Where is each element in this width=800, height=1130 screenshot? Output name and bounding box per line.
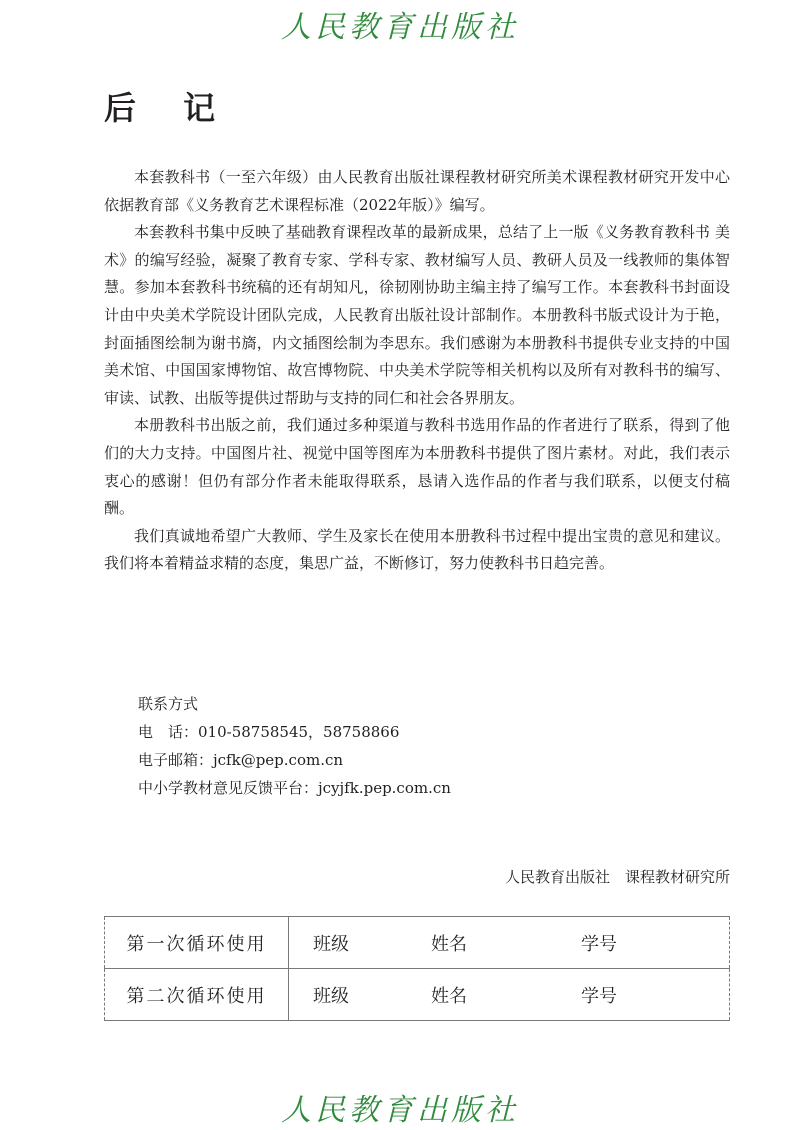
paragraph-1: 本套教科书（一至六年级）由人民教育出版社课程教材研究所美术课程教材研究开发中心依据教育部《义务教育艺术课程标准（2022年版）》编写。 — [104, 168, 730, 214]
page-title: 后 记 — [104, 89, 234, 127]
name-field: 姓名 — [431, 969, 581, 1021]
class-field: 班级 — [289, 917, 432, 969]
class-field: 班级 — [289, 969, 432, 1021]
signature: 人民教育出版社 课程教材研究所 — [504, 868, 730, 886]
contact-phone: 电 话：010-58758545，58758866 — [138, 723, 400, 741]
afterword-body — [104, 164, 730, 578]
contact-email: 电子邮箱：jcfk@pep.com.cn — [138, 751, 344, 769]
paragraph-3: 本册教科书出版之前，我们通过多种渠道与教科书选用作品的作者进行了联系，得到了他们的大力支持。中国图片社、视觉中国等图库为本册教科书提供了图片素材。对此，我们表示衷心的感谢！但仍有部分作者未能取得联系，恳请入选作品的作者与我们联系，以便支付稿酬。 — [104, 416, 730, 518]
cycle-label: 第二次循环使用 — [105, 969, 289, 1021]
contact-feedback-platform: 中小学教材意见反馈平台：jcyjfk.pep.com.cn — [138, 779, 451, 797]
table-row — [105, 969, 730, 1021]
student-id-field: 学号 — [581, 969, 730, 1021]
publisher-logo-bottom: 人民教育出版社 — [281, 1093, 519, 1128]
contact-heading: 联系方式 — [138, 695, 199, 713]
cycle-label: 第一次循环使用 — [105, 917, 289, 969]
paragraph-2: 本套教科书集中反映了基础教育课程改革的最新成果，总结了上一版《义务教育教科书 美术》的编写经验，凝聚了教育专家、学科专家、教材编写人员、教研人员及一线教师的集体智慧。参加本套教科书统稿的还有胡知凡，徐韧刚协助主编主持了编写工作。本套教科书封面设计由中央美术学院设计团队完成，人民教育出版社设计部制作。本册教科书版式设计为于艳，封面插图绘制为谢书旖，内文插图绘制为李思东。我们感谢为本册教科书提供专业支持的中国美术馆、中国国家博物馆、故宫博物院、中央美术学院等相关机构以及所有对教科书的编写、审读、试教、出版等提供过帮助与支持的同仁和社会各界朋友。 — [104, 223, 730, 407]
contact-info — [138, 690, 451, 802]
student-id-field: 学号 — [581, 917, 730, 969]
cycle-usage-table — [104, 916, 730, 1021]
name-field: 姓名 — [431, 917, 581, 969]
table-row — [105, 917, 730, 969]
publisher-logo-top: 人民教育出版社 — [281, 10, 519, 45]
paragraph-4: 我们真诚地希望广大教师、学生及家长在使用本册教科书过程中提出宝贵的意见和建议。我们将本着精益求精的态度，集思广益，不断修订，努力使教科书日趋完善。 — [104, 526, 730, 573]
